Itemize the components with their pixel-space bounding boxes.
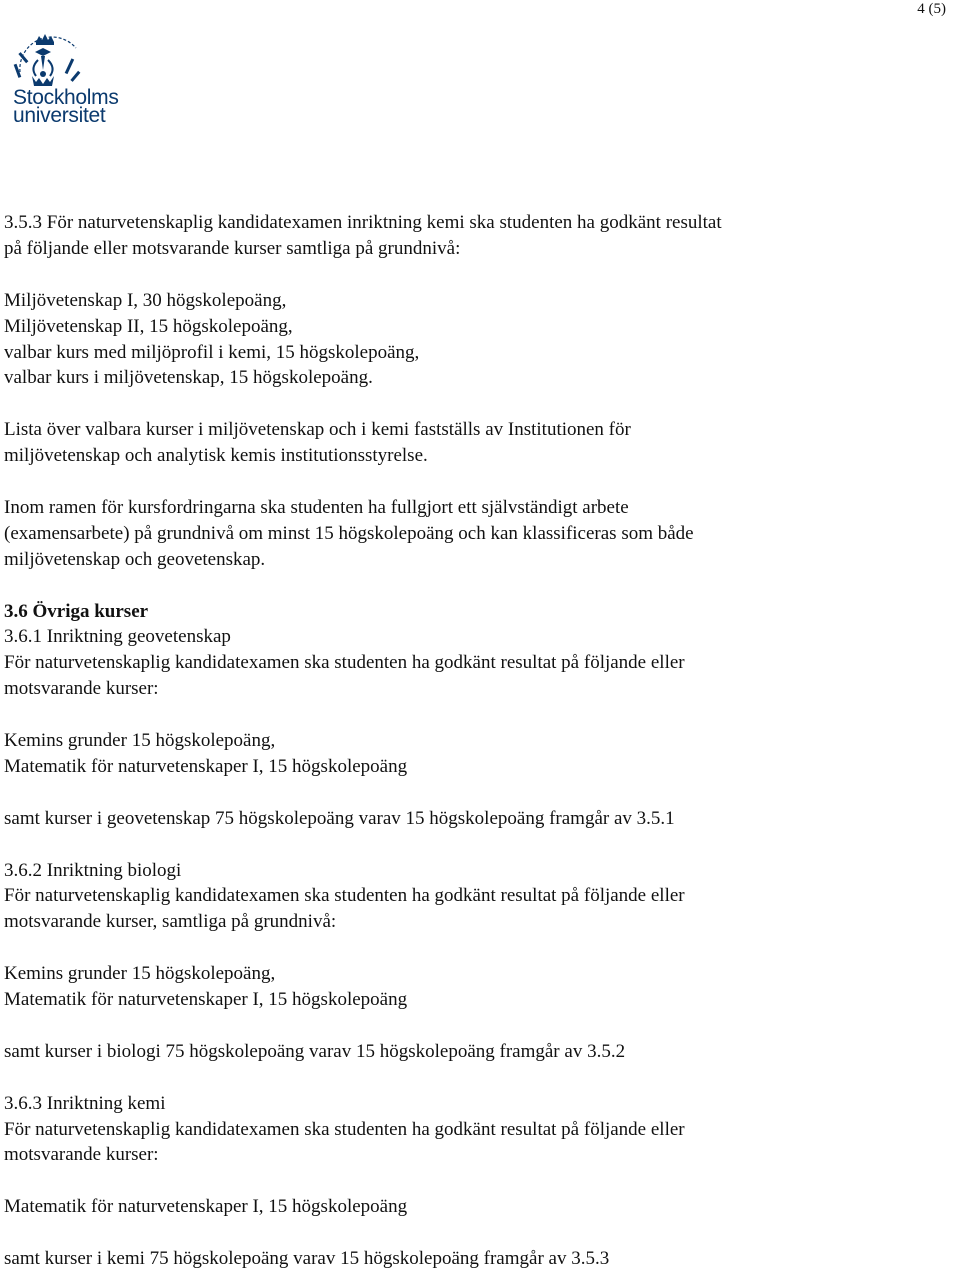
- list-note-line: miljövetenskap och analytisk kemis institutionsstyrelse.: [4, 445, 428, 467]
- subsection-intro: För naturvetenskaplig kandidatexamen ska studenten ha godkänt resultat på följande eller: [4, 652, 685, 674]
- course-line: Matematik för naturvetenskaper I, 15 högskolepoäng: [4, 1196, 408, 1218]
- course-line: Kemins grunder 15 högskolepoäng,: [4, 963, 276, 985]
- course-line: valbar kurs i miljövetenskap, 15 högskolepoäng.: [4, 367, 373, 389]
- course-line: Matematik för naturvetenskaper I, 15 högskolepoäng: [4, 755, 408, 777]
- extra-courses-line: samt kurser i geovetenskap 75 högskolepoäng varav 15 högskolepoäng framgår av 3.5.1: [4, 807, 675, 829]
- thesis-line: miljövetenskap och geovetenskap.: [4, 548, 266, 570]
- subsection-intro: motsvarande kurser:: [4, 1144, 159, 1166]
- course-line: Matematik för naturvetenskaper I, 15 högskolepoäng: [4, 989, 408, 1011]
- university-logo-text: [13, 86, 119, 127]
- thesis-line: Inom ramen för kursfordringarna ska studenten ha fullgjort ett självständigt arbete: [4, 496, 629, 518]
- logo-line-2: universitet: [13, 104, 106, 127]
- paragraph-353-line: på följande eller motsvarande kurser samtliga på grundnivå:: [4, 237, 461, 259]
- extra-courses-line: samt kurser i kemi 75 högskolepoäng varav 15 högskolepoäng framgår av 3.5.3: [4, 1248, 610, 1270]
- subsection-title: 3.6.2 Inriktning biologi: [4, 859, 182, 881]
- logo-line-1: Stockholms: [13, 86, 119, 109]
- subsection-intro: motsvarande kurser:: [4, 678, 159, 700]
- subsection-title: 3.6.1 Inriktning geovetenskap: [4, 626, 231, 648]
- page-number: 4 (5): [917, 1, 946, 17]
- document-body: [4, 210, 949, 1272]
- course-line: Miljövetenskap I, 30 högskolepoäng,: [4, 289, 287, 311]
- subsection-intro: motsvarande kurser, samtliga på grundnivå:: [4, 911, 337, 933]
- subsection-intro: För naturvetenskaplig kandidatexamen ska studenten ha godkänt resultat på följande eller: [4, 885, 685, 907]
- course-line: Miljövetenskap II, 15 högskolepoäng,: [4, 315, 293, 337]
- extra-courses-line: samt kurser i biologi 75 högskolepoäng varav 15 högskolepoäng framgår av 3.5.2: [4, 1040, 626, 1062]
- subsection-title: 3.6.3 Inriktning kemi: [4, 1092, 166, 1114]
- list-note-line: Lista över valbara kurser i miljövetenskap och i kemi fastställs av Institutionen för: [4, 419, 631, 441]
- course-line: valbar kurs med miljöprofil i kemi, 15 högskolepoäng,: [4, 341, 420, 363]
- thesis-line: (examensarbete) på grundnivå om minst 15 högskolepoäng och kan klassificeras som både: [4, 522, 694, 544]
- section-heading: 3.6 Övriga kurser: [4, 600, 149, 622]
- paragraph-353-line: 3.5.3 För naturvetenskaplig kandidatexamen inriktning kemi ska studenten ha godkänt resultat: [4, 212, 722, 233]
- course-line: Kemins grunder 15 högskolepoäng,: [4, 730, 276, 752]
- subsection-intro: För naturvetenskaplig kandidatexamen ska studenten ha godkänt resultat på följande eller: [4, 1118, 685, 1140]
